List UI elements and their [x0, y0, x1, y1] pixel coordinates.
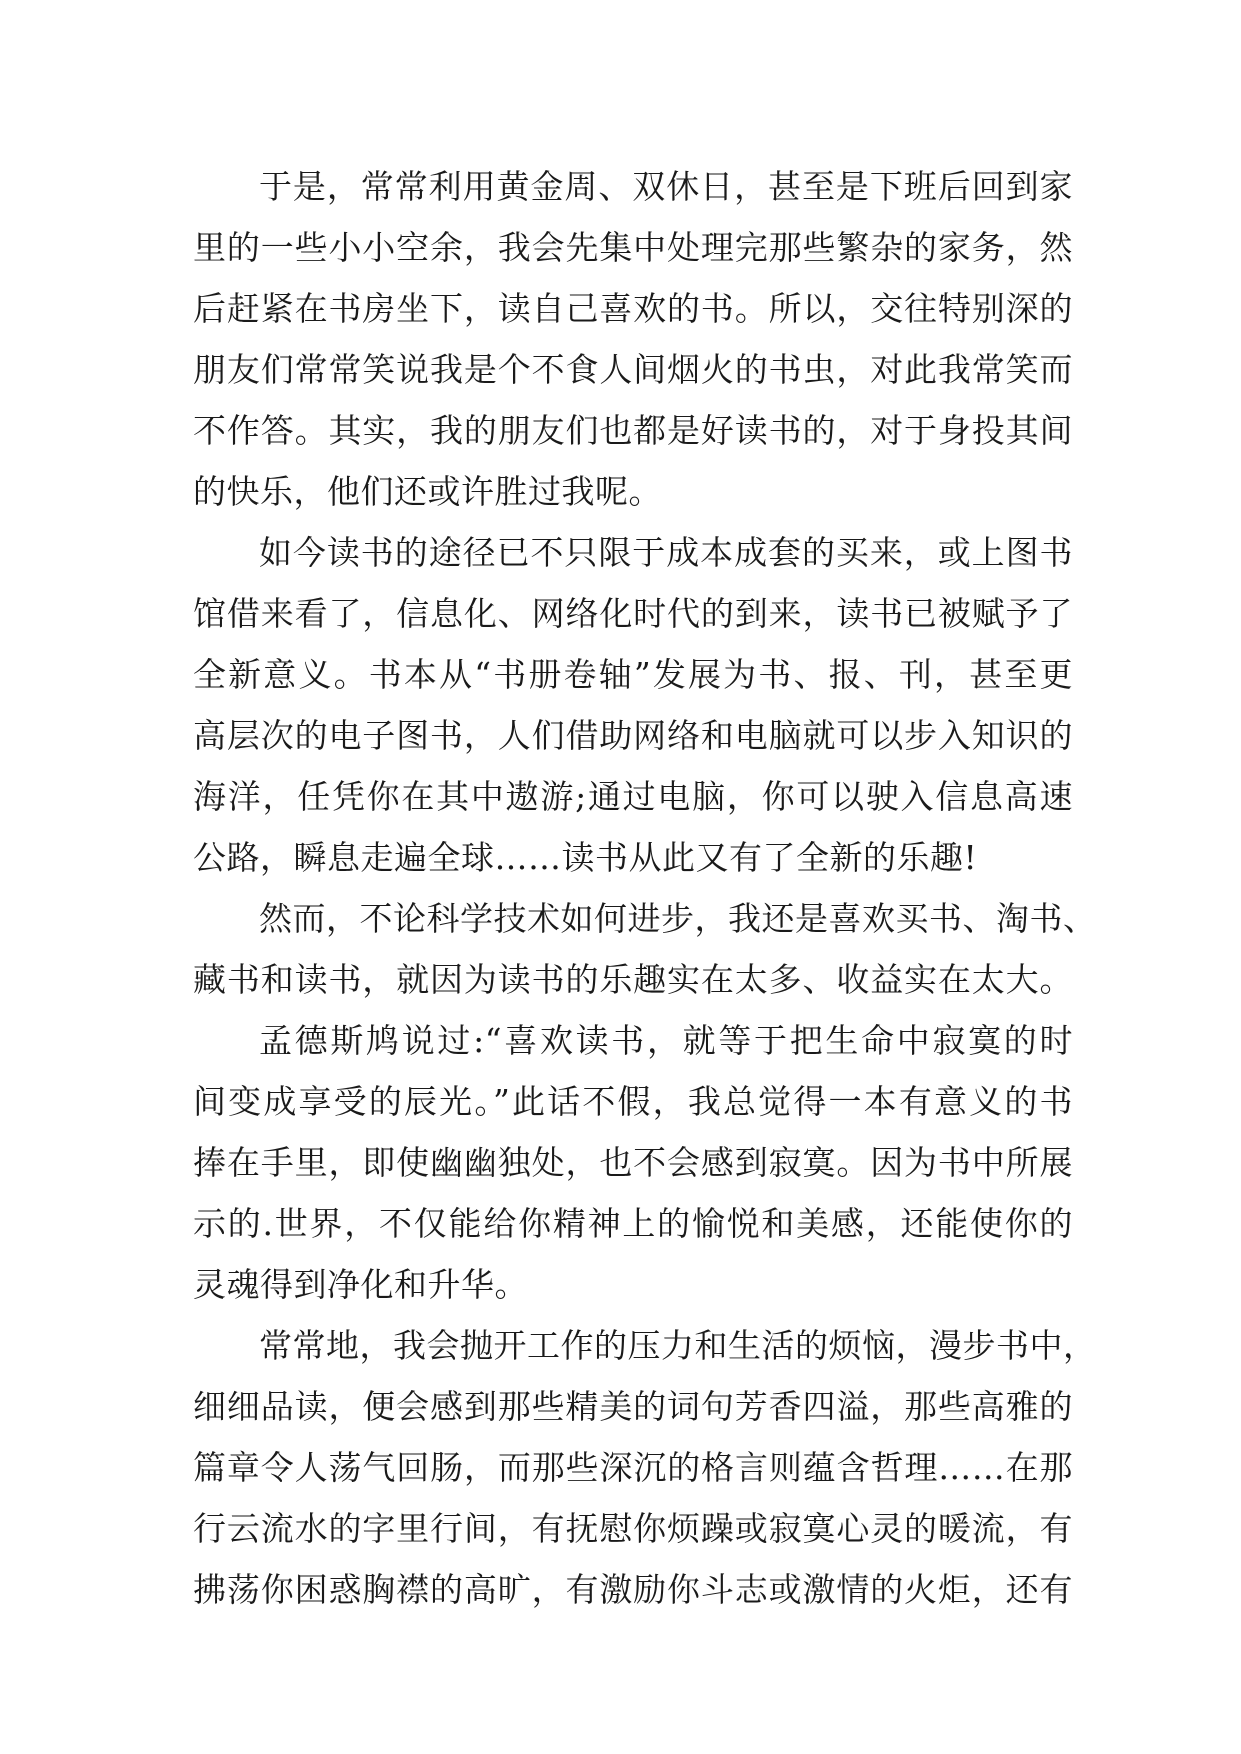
text-line: 馆借来看了，信息化、网络化时代的到来，读书已被赋予了: [193, 594, 1073, 633]
paragraph-2: [193, 522, 1073, 888]
text-line: 全新意义。书本从“书册卷轴”发展为书、报、刊，甚至更: [193, 655, 1073, 694]
text-line: 拂荡你困惑胸襟的高旷，有激励你斗志或激情的火炬，还有: [193, 1570, 1073, 1609]
text-line: 的快乐，他们还或许胜过我呢。: [193, 472, 662, 511]
document-body: [193, 156, 1097, 1620]
paragraph-1: [193, 156, 1073, 522]
text-line: 篇章令人荡气回肠，而那些深沉的格言则蕴含哲理……在那: [193, 1448, 1073, 1487]
text-line: 里的一些小小空余，我会先集中处理完那些繁杂的家务，然: [193, 228, 1073, 267]
paragraph-4: [193, 1010, 1073, 1315]
text-line: 藏书和读书，就因为读书的乐趣实在太多、收益实在太大。: [193, 960, 1073, 999]
text-line: 高层次的电子图书，人们借助网络和电脑就可以步入知识的: [193, 716, 1073, 755]
text-line: 孟德斯鸠说过:“喜欢读书，就等于把生命中寂寞的时: [259, 1021, 1073, 1060]
text-line: 示的.世界，不仅能给你精神上的愉悦和美感，还能使你的: [193, 1204, 1073, 1243]
text-line: 海洋，任凭你在其中遨游;通过电脑，你可以驶入信息高速: [193, 777, 1073, 816]
text-line: 朋友们常常笑说我是个不食人间烟火的书虫，对此我常笑而: [193, 350, 1073, 389]
text-line: 捧在手里，即使幽幽独处，也不会感到寂寞。因为书中所展: [193, 1143, 1073, 1182]
text-line: 于是，常常利用黄金周、双休日，甚至是下班后回到家: [259, 167, 1073, 206]
paragraph-3: [193, 888, 1097, 1010]
text-line: 常常地，我会抛开工作的压力和生活的烦恼，漫步书中，: [259, 1326, 1097, 1365]
text-line: 灵魂得到净化和升华。: [193, 1265, 528, 1304]
text-line: 后赶紧在书房坐下，读自己喜欢的书。所以，交往特别深的: [193, 289, 1073, 328]
text-line: 公路，瞬息走遍全球……读书从此又有了全新的乐趣!: [193, 838, 978, 877]
text-line: 不作答。其实，我的朋友们也都是好读书的，对于身投其间: [193, 411, 1073, 450]
text-line: 间变成享受的辰光。”此话不假，我总觉得一本有意义的书: [193, 1082, 1073, 1121]
paragraph-5: [193, 1315, 1097, 1620]
text-line: 细细品读，便会感到那些精美的词句芳香四溢，那些高雅的: [193, 1387, 1073, 1426]
text-line: 行云流水的字里行间，有抚慰你烦躁或寂寞心灵的暖流，有: [193, 1509, 1073, 1548]
text-line: 然而，不论科学技术如何进步，我还是喜欢买书、淘书、: [259, 899, 1097, 938]
text-line: 如今读书的途径已不只限于成本成套的买来，或上图书: [259, 533, 1073, 572]
